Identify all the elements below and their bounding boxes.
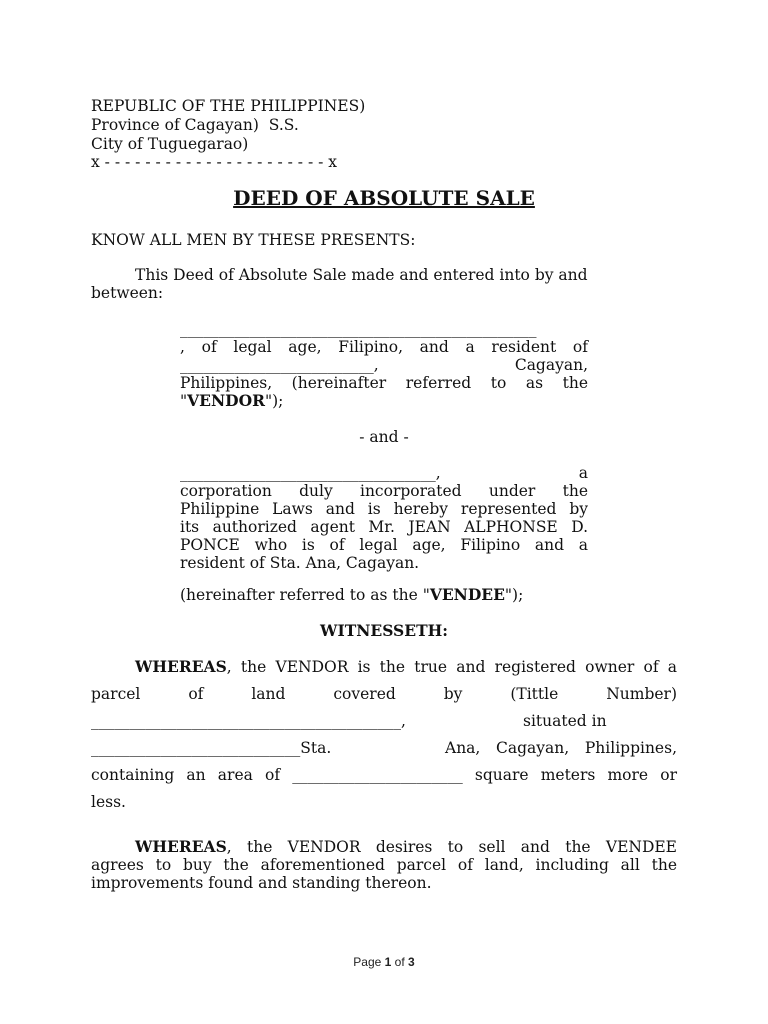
vendor-address-blank: _________________________, bbox=[180, 356, 379, 374]
whereas2-line-3: improvements found and standing thereon. bbox=[91, 874, 432, 892]
vendee-line-6: resident of Sta. Ana, Cagayan. bbox=[180, 554, 420, 572]
and-separator: - and - bbox=[359, 428, 409, 446]
vendee-term: VENDEE bbox=[429, 585, 505, 604]
of-label: of bbox=[391, 955, 409, 969]
vendee-line-1 bbox=[180, 464, 588, 482]
vendor-line-1: , of legal age, Filipino, and a resident of bbox=[180, 338, 588, 356]
header-separator: x - - - - - - - - - - - - - - - - - - - - - - x bbox=[91, 153, 338, 171]
page-label: Page bbox=[353, 955, 385, 969]
vendee-article: a bbox=[578, 464, 588, 482]
whereas-term: WHEREAS bbox=[135, 837, 227, 856]
vendee-line-2: corporation duly incorporated under the bbox=[180, 482, 588, 500]
location-blank: ___________________________Sta. bbox=[91, 739, 332, 757]
whereas1-line-4 bbox=[91, 739, 677, 757]
header-province: Province of Cagayan) S.S. bbox=[91, 116, 299, 134]
vendor-term: VENDOR bbox=[187, 391, 265, 410]
vendor-name-blank: ______________________________________________ bbox=[180, 320, 537, 338]
quote-close: "); bbox=[504, 586, 524, 604]
whereas1-line-3 bbox=[91, 712, 677, 730]
whereas1-line-1 bbox=[91, 658, 677, 676]
vendor-line-2 bbox=[180, 356, 588, 374]
whereas-term: WHEREAS bbox=[135, 657, 227, 676]
document-title: DEED OF ABSOLUTE SALE bbox=[233, 186, 535, 210]
quote-close: "); bbox=[264, 392, 284, 410]
intro-line-1: This Deed of Absolute Sale made and entered into by and bbox=[135, 266, 588, 284]
whereas2-line-2: agrees to buy the aforementioned parcel of land, including all the bbox=[91, 856, 677, 874]
intro-line-2: between: bbox=[91, 284, 164, 302]
situated-in bbox=[523, 712, 677, 730]
whereas1-line-6: less. bbox=[91, 793, 126, 811]
vendor-line-3: Philippines, (hereinafter referred to as the bbox=[180, 374, 588, 392]
page-number bbox=[0, 955, 768, 969]
vendor-province: Cagayan, bbox=[514, 356, 588, 374]
whereas1-line-5: containing an area of ______________________ square meters more or bbox=[91, 766, 677, 784]
vendee-line-3: Philippine Laws and is hereby represented by bbox=[180, 500, 588, 518]
know-all-heading: KNOW ALL MEN BY THESE PRESENTS: bbox=[91, 231, 416, 249]
whereas2-text: , the VENDOR desires to sell and the VENDEE bbox=[226, 838, 677, 856]
header-city: City of Tuguegarao) bbox=[91, 135, 249, 153]
location-text: Ana, Cagayan, Philippines, bbox=[445, 739, 677, 757]
vendee-line-5: PONCE who is of legal age, Filipino and a bbox=[180, 536, 588, 554]
vendee-reference bbox=[180, 586, 523, 604]
vendee-line-4: its authorized agent Mr. JEAN ALPHONSE D. bbox=[180, 518, 588, 536]
reference-text: (hereinafter referred to as the " bbox=[180, 586, 430, 604]
situated-text: situated in bbox=[523, 712, 607, 730]
vendor-line-4 bbox=[180, 392, 283, 410]
whereas1-text: , the VENDOR is the true and registered owner of a bbox=[226, 658, 677, 676]
title-number-blank: ________________________________________, bbox=[91, 712, 406, 730]
quote-open: " bbox=[180, 392, 188, 410]
witnesseth-heading: WITNESSETH: bbox=[320, 621, 448, 640]
whereas1-line-2: parcel of land covered by (Tittle Number) bbox=[91, 685, 677, 703]
whereas2-line-1 bbox=[91, 838, 677, 856]
header-republic: REPUBLIC OF THE PHILIPPINES) bbox=[91, 97, 366, 115]
vendee-name-blank: _________________________________, bbox=[180, 464, 441, 482]
current-page: 1 bbox=[384, 955, 392, 969]
total-pages: 3 bbox=[408, 955, 415, 969]
